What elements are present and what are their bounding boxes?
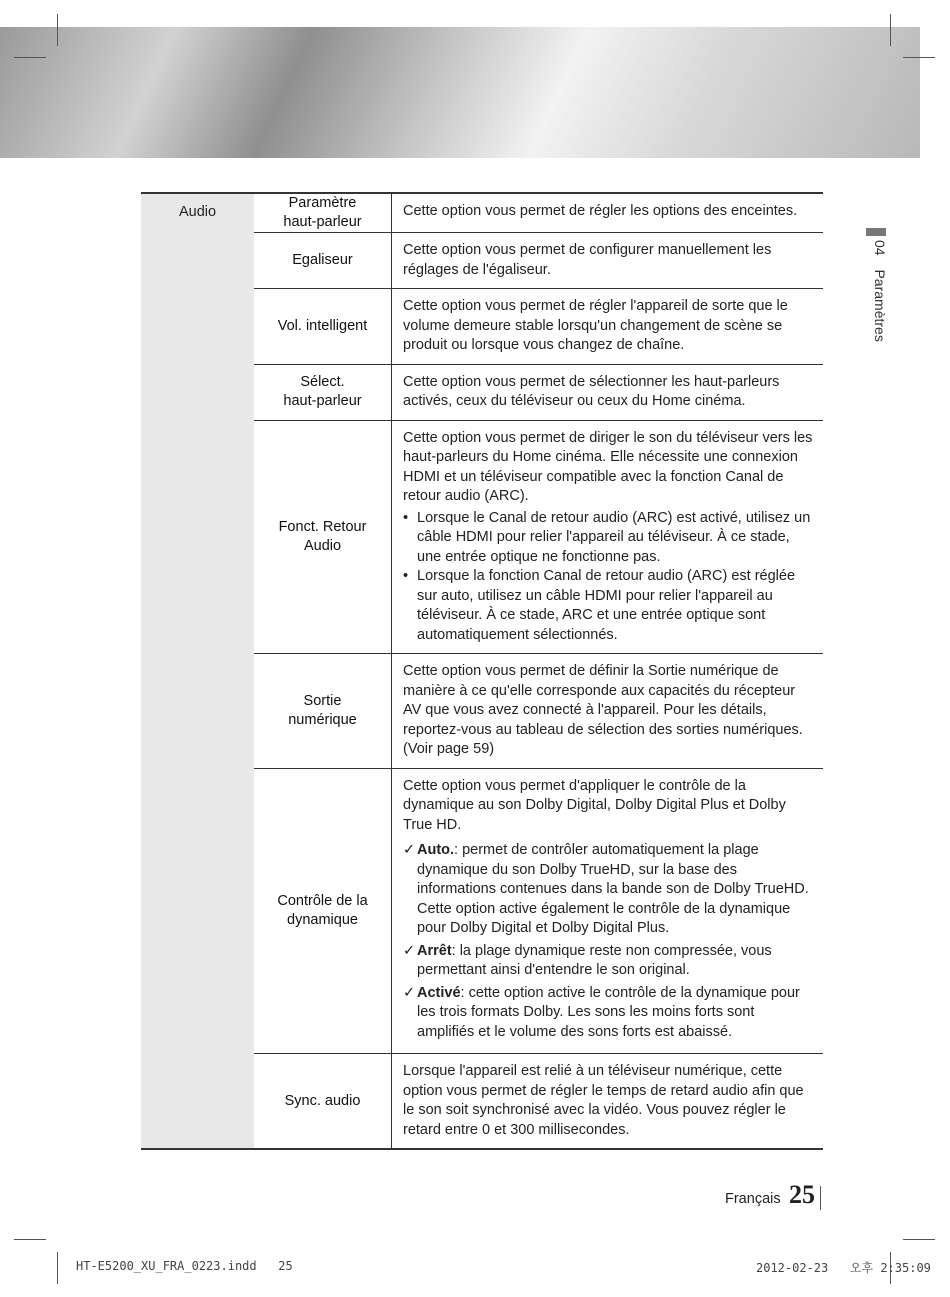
category-label: Audio	[178, 204, 217, 220]
item-name: Vol. intelligent	[277, 317, 368, 334]
table-row	[254, 768, 823, 1054]
item-description	[391, 1054, 823, 1148]
table-row	[254, 653, 823, 768]
crop-mark	[14, 1239, 46, 1240]
crop-mark	[903, 57, 935, 58]
description-text: Cette option vous permet de définir la Sortie numérique de manière à ce qu'elle corresponde aux capacités du récepteur AV que vous avez connecté à l'appareil. Pour les détails, reportez-vous au tableau de sélection des sorties numériques. (Voir page 59)	[403, 663, 803, 757]
description-text: Cette option vous permet de régler les options des enceintes.	[403, 203, 798, 219]
bullet-icon: •	[403, 509, 409, 526]
table-row	[254, 194, 823, 232]
item-name: Sortie numérique	[288, 692, 357, 728]
bullet-list	[403, 509, 815, 646]
chapter-title: Paramètres	[872, 269, 888, 342]
option-item	[403, 942, 815, 981]
bullet-item	[403, 567, 815, 645]
description-text: Cette option vous permet de régler l'appareil de sorte que le volume demeure stable lorsqu'un changement de scène se produit ou lorsque vous changez de chaîne.	[403, 298, 788, 353]
checkmark-icon: ✓	[403, 984, 416, 1001]
chapter-number: 04	[872, 240, 888, 256]
item-description	[391, 365, 823, 420]
item-name: Sync. audio	[284, 1092, 361, 1109]
option-text: : la plage dynamique reste non compressée, vous permettant ainsi d'entendre le son original.	[417, 942, 772, 978]
header-banner	[0, 27, 920, 158]
item-description	[391, 289, 823, 364]
chapter-side-label	[868, 240, 888, 342]
table-row	[254, 420, 823, 654]
option-text: : cette option active le contrôle de la dynamique pour les trois formats Dolby. Les sons les moins forts sont amplifiés et le volume des sons forts est abaissé.	[417, 984, 800, 1040]
checkmark-icon: ✓	[403, 842, 416, 858]
crop-mark	[890, 14, 891, 46]
item-name: Egaliseur	[292, 252, 353, 268]
option-item	[403, 841, 815, 939]
bullet-item	[403, 509, 815, 568]
bullet-text: Lorsque la fonction Canal de retour audio (ARC) est réglée sur auto, utilisez un câble HDMI pour relier l'appareil au téléviseur. À ce stade, ARC et une entrée optique sont automatiquement sélectionnés.	[417, 568, 796, 643]
print-slug-file: HT-E5200_XU_FRA_0223.indd 25	[76, 1259, 293, 1273]
crop-mark	[14, 57, 46, 58]
option-label: Activé	[417, 984, 461, 1001]
description-text: Cette option vous permet de configurer manuellement les réglages de l'égaliseur.	[403, 242, 772, 278]
footer-divider	[820, 1186, 821, 1210]
table-row	[254, 364, 823, 420]
checkmark-icon: ✓	[403, 942, 416, 959]
chapter-tab-marker	[866, 228, 886, 236]
items-column	[254, 194, 823, 1148]
description-text: Lorsque l'appareil est relié à un téléviseur numérique, cette option vous permet de régler le temps de retard audio afin que le son soit synchronisé avec la vidéo. Vous pouvez régler le retard entre 0 et 300 millisecondes.	[403, 1063, 804, 1138]
option-label: Arrêt	[417, 942, 452, 959]
item-description	[391, 654, 823, 768]
bullet-text: Lorsque le Canal de retour audio (ARC) est activé, utilisez un câble HDMI pour relier l'appareil au téléviseur. À ce stade, une entrée optique ne fonctionne pas.	[417, 509, 811, 565]
crop-mark	[57, 1252, 58, 1284]
item-description	[391, 233, 823, 288]
category-cell	[141, 194, 254, 1148]
option-item	[403, 984, 815, 1043]
table-body	[141, 194, 823, 1148]
bullet-icon: •	[403, 568, 409, 584]
item-name: Paramètre haut-parleur	[283, 195, 362, 230]
crop-mark	[903, 1239, 935, 1240]
description-text: Cette option vous permet de sélectionner les haut-parleurs activés, ceux du téléviseur ou ceux du Home cinéma.	[403, 373, 780, 409]
item-description	[391, 194, 823, 232]
option-text: : permet de contrôler automatiquement la plage dynamique du son Dolby TrueHD, sur la base des informations contenues dans la bande son de Dolby TrueHD. Cette option active également le contrôle de la dynamique pour Dolby Digital et Dolby Digital Plus.	[417, 842, 809, 936]
option-label: Auto.	[417, 842, 455, 858]
table-row	[254, 232, 823, 288]
item-description	[391, 421, 823, 654]
settings-table	[141, 192, 823, 1150]
footer-language: Français	[725, 1191, 781, 1207]
item-name: Fonct. Retour Audio	[278, 518, 367, 554]
page-number: 25	[789, 1180, 815, 1209]
description-text: Cette option vous permet d'appliquer le contrôle de la dynamique au son Dolby Digital, Dolby Digital Plus et Dolby True HD.	[403, 777, 786, 833]
table-row	[254, 1053, 823, 1148]
item-description	[391, 769, 823, 1054]
description-text: Cette option vous permet de diriger le son du téléviseur vers les haut-parleurs du Home cinéma. Elle nécessite une connexion HDMI et un téléviseur compatible avec la fonction Canal de retour audio (ARC).	[403, 429, 813, 504]
table-row	[254, 288, 823, 364]
crop-mark	[57, 14, 58, 46]
option-list	[403, 841, 815, 1042]
item-name: Sélect. haut-parleur	[283, 374, 362, 409]
item-name: Contrôle de la dynamique	[277, 892, 368, 928]
print-slug-timestamp: 2012-02-23 오후 2:35:09	[756, 1261, 931, 1275]
